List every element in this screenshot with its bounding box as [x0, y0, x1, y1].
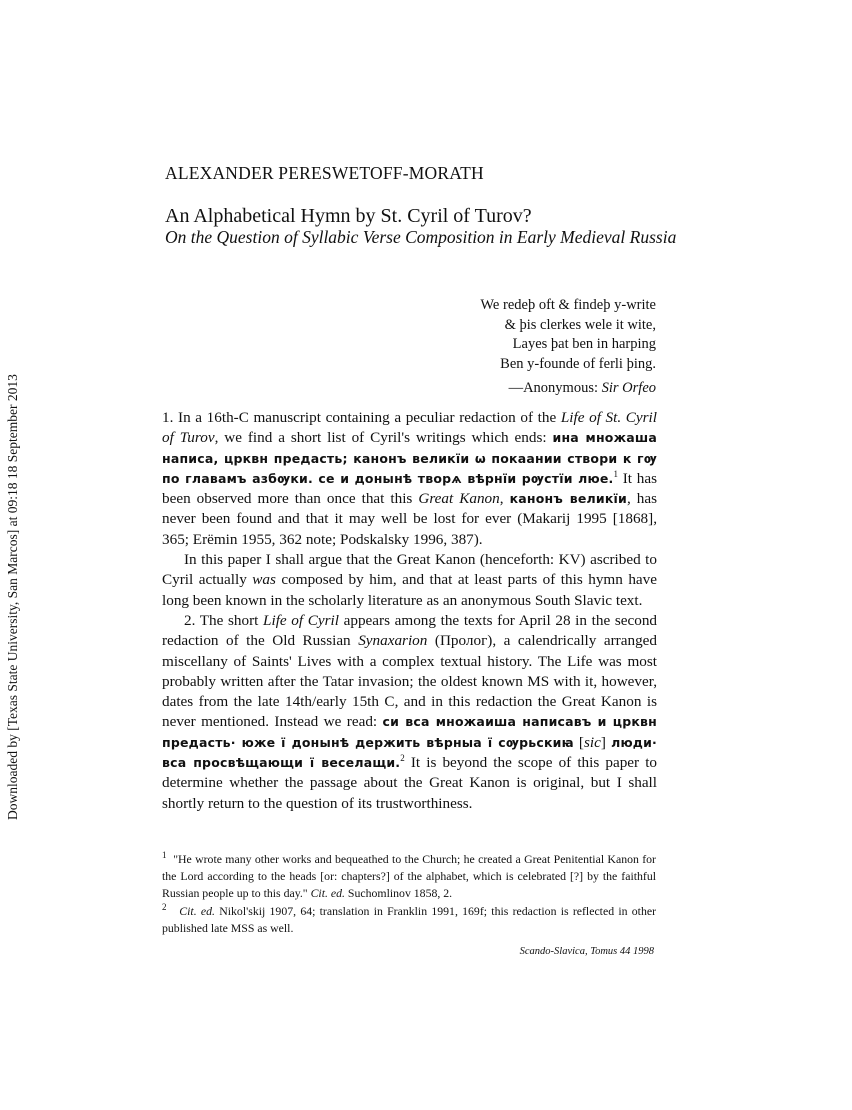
- footnote-number: 2: [162, 901, 167, 912]
- paragraph-2: [162, 550, 657, 611]
- epigraph-line: Layes þat ben in harping: [512, 336, 656, 352]
- epigraph: [480, 296, 656, 399]
- italic-run: Life of Cyril: [263, 611, 339, 629]
- text-run: It is beyond the scope of this paper to determine whether the passage about the Great Kanon is original, but I shall shortly return to the question of its trustworthiness.: [162, 754, 658, 812]
- epigraph-attribution: [480, 379, 656, 399]
- footnote-text: "He wrote many other works and bequeathed to the Church; he created a Great Penitential Kanon for the Lord according to the heads [or: chapters?] of the alphabet, which is celebrated [?] by the faithful Russian people up to this day.": [162, 852, 656, 901]
- footnote-ref: 2: [400, 752, 405, 763]
- epigraph-line: & þis clerkes wele it wite,: [504, 316, 656, 333]
- paragraph-1: [162, 408, 657, 550]
- text-run: (Пролог), a calendrically arranged miscellany of Saints' Lives with a complex textual history. The Life was most probably written after the Tatar invasion; the oldest known MS with it, however, dates from the late 14th/early 15th C, and in this redaction the Great Kanon is never mentioned. Instead we read:: [162, 632, 657, 731]
- download-watermark: [3, 300, 25, 820]
- footnotes: [162, 851, 656, 937]
- italic-run: was: [252, 571, 276, 589]
- article-title: An Alphabetical Hymn by St. Cyril of Turov?: [165, 205, 532, 227]
- text-run: , has never been found and that it may well be lost for ever (Makarij 1995 [1868], 365; Erëmin 1955, 362 note; Podskalsky 1996, 387).: [162, 490, 658, 548]
- text-run: composed by him, and that at least parts of this hymn have long been known in the scholarly literature as an anonymous South Slavic text.: [162, 571, 657, 609]
- text-run: , we find a short list of Cyril's writings which ends:: [214, 429, 553, 447]
- footnote-ref: 1: [613, 468, 618, 479]
- italic-run: Great Kanon: [418, 490, 500, 508]
- italic-run: Synaxarion: [358, 632, 428, 650]
- footnote-number: 1: [162, 850, 167, 861]
- footnote-2: [162, 903, 656, 937]
- slavonic-quote: канонъ великїи: [509, 491, 627, 507]
- footnote-citation: Cit. ed.: [179, 903, 215, 918]
- text-run: 1. In a 16th-C manuscript containing a peculiar redaction of the: [162, 409, 561, 426]
- download-watermark-text: Downloaded by [Texas State University, San Marcos] at 09:18 18 September 2013: [5, 374, 20, 820]
- footnote-citation: Cit. ed.: [310, 886, 345, 901]
- author-name: ALEXANDER PERESWETOFF-MORATH: [165, 163, 484, 183]
- journal-footer: Scando-Slavica, Tomus 44 1998: [519, 946, 654, 957]
- text-run: 2. The short: [184, 611, 264, 629]
- paragraph-3: 2. The short Life of Cyril appears among the texts for April 28 in the second redaction of the Old Russian Synaxarion (Пролог), a calendrically arranged miscellany of Saints' Lives with a complex textual history. The Life was most probably written after the Tatar invasion; the oldest known MS with it, however, dates from the late 14th/early 15th C, and in this redaction the Great Kanon is never mentioned. Instead we read: си вса множаиша написавъ и црквн предасть· юже ї донынѣ держить вѣрныа ї сѹрьскиꙗ [sic] люди· вса просвѣщающи ї веселащи.$^2$ It is beyond the scope of this paper to determine whether the passage about the Great Kanon is original, but I shall shortly return to the question of its trustworthiness.: [162, 611, 658, 812]
- attribution-work: Sir Orfeo: [601, 380, 656, 396]
- slavonic-quote: си вса множаиша написавъ и црквн предасть· юже ї донынѣ держить вѣрныа ї сѹрьскиꙗ: [162, 714, 657, 750]
- article-body: [162, 408, 657, 814]
- slavonic-quote: ина множаша написа, црквн предасть; канонъ великїи ѡ покаании створи к гѹ по главамъ азбѹки. се и донынѣ творѧ вѣрнїи рѹстїи люе.: [162, 430, 657, 486]
- sic-mark: sic: [584, 733, 601, 751]
- text-run: appears among the texts for April 28 in the second redaction of the Old Russian: [162, 611, 657, 650]
- epigraph-line: Ben y-founde of ferli þing.: [500, 355, 656, 372]
- text-run: ,: [499, 490, 510, 508]
- italic-run: Life of St. Cyril of Turov: [162, 409, 657, 447]
- footnote-text: Suchomlinov 1858, 2.: [344, 886, 453, 901]
- epigraph-line: We redeþ oft & findeþ y-write: [480, 297, 656, 313]
- article-subtitle: On the Question of Syllabic Verse Composition in Early Medieval Russia: [165, 227, 677, 247]
- text-run: In this paper I shall argue that the Great Kanon (henceforth: KV) ascribed to Cyril actually: [162, 551, 657, 589]
- attribution-prefix: —Anonymous:: [508, 380, 602, 396]
- text-run: It has been observed more than once that this: [162, 469, 657, 508]
- footnote-1: [162, 851, 656, 903]
- footnote-text: Nikol'skij 1907, 64; translation in Franklin 1991, 169f; this redaction is reflected in other published late MSS as well.: [162, 903, 657, 935]
- slavonic-quote: люди· вса просвѣщающи ї веселащи.: [162, 734, 658, 771]
